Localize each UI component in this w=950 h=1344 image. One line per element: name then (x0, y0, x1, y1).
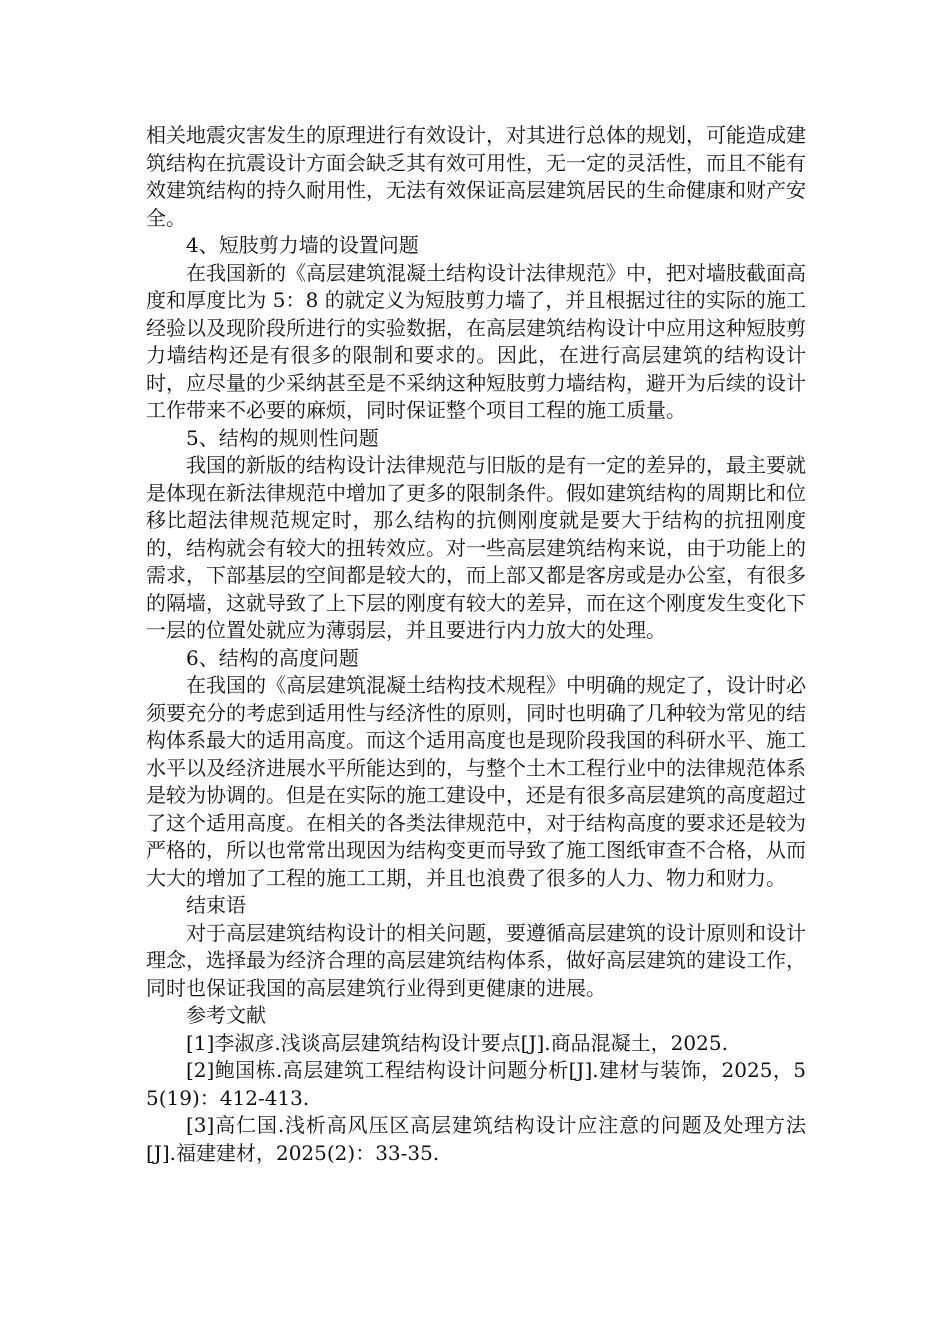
body-paragraph: 对于高层建筑结构设计的相关问题，要遵循高层建筑的设计原则和设计理念，选择最为经济合理的高层建筑结构体系，做好高层建筑的建设工作，同时也保证我国的高层建筑行业得到更健康的进展。 (146, 920, 806, 1000)
document-page (146, 122, 806, 1167)
reference-item: [3]高仁国.浅析高风压区高层建筑结构设计应注意的问题及处理方法[J].福建建材，2025(2)：33-35. (146, 1113, 806, 1165)
body-paragraph: 我国的新版的结构设计法律规范与旧版的是有一定的差异的，最主要就是体现在新法律规范中增加了更多的限制条件。假如建筑结构的周期比和位移比超法律规范规定时，那么结构的抗侧刚度就是要大于结构的抗扭刚度的，结构就会有较大的扭转效应。对一些高层建筑结构来说，由于功能上的需求，下部基层的空间都是较大的，而上部又都是客房或是办公室，有很多的隔墙，这就导致了上下层的刚度有较大的差异，而在这个刚度发生变化下一层的位置处就应为薄弱层，并且要进行内力放大的处理。 (146, 453, 806, 642)
reference-item: [1]李淑彦.浅谈高层建筑结构设计要点[J].商品混凝土，2025. (186, 1030, 728, 1055)
reference-item: [2]鲍国栋.高层建筑工程结构设计问题分析[J].建材与装饰，2025，55(19)：412-413. (146, 1058, 806, 1110)
conclusion-heading: 结束语 (186, 893, 246, 917)
section-heading-6: 6、结构的高度问题 (186, 645, 359, 670)
references-heading: 参考文献 (186, 1003, 266, 1027)
section-heading-4: 4、短肢剪力墙的设置问题 (186, 233, 419, 257)
body-paragraph: 在我国新的《高层建筑混凝土结构设计法律规范》中，把对墙肢截面高度和厚度比为 5：8 的就定义为短肢剪力墙了，并且根据过往的实际的施工经验以及现阶段所进行的实验数据，在高层建筑结构设计中应用这种短肢剪力墙结构还是有很多的限制和要求的。因此，在进行高层建筑的结构设计时，应尽量的少采纳甚至是不采纳这种短肢剪力墙结构，避开为后续的设计工作带来不必要的麻烦，同时保证整个项目工程的施工质量。 (146, 260, 806, 422)
section-heading-5: 5、结构的规则性问题 (186, 425, 379, 450)
body-paragraph-continued: 相关地震灾害发生的原理进行有效设计，对其进行总体的规划，可能造成建筑结构在抗震设计方面会缺乏其有效可用性，无一定的灵活性，而且不能有效建筑结构的持久耐用性，无法有效保证高层建筑居民的生命健康和财产安全。 (146, 123, 806, 230)
body-paragraph: 在我国的《高层建筑混凝土结构技术规程》中明确的规定了，设计时必须要充分的考虑到适用性与经济性的原则，同时也明确了几种较为常见的结构体系最大的适用高度。而这个适用高度也是现阶段我国的科研水平、施工水平以及经济进展水平所能达到的，与整个土木工程行业中的法律规范体系是较为协调的。但是在实际的施工建设中，还是有很多高层建筑的高度超过了这个适用高度。在相关的各类法律规范中，对于结构高度的要求还是较为严格的，所以也常常出现因为结构变更而导致了施工图纸审查不合格，从而大大的增加了工程的施工工期，并且也浪费了很多的人力、物力和财力。 (146, 673, 806, 890)
